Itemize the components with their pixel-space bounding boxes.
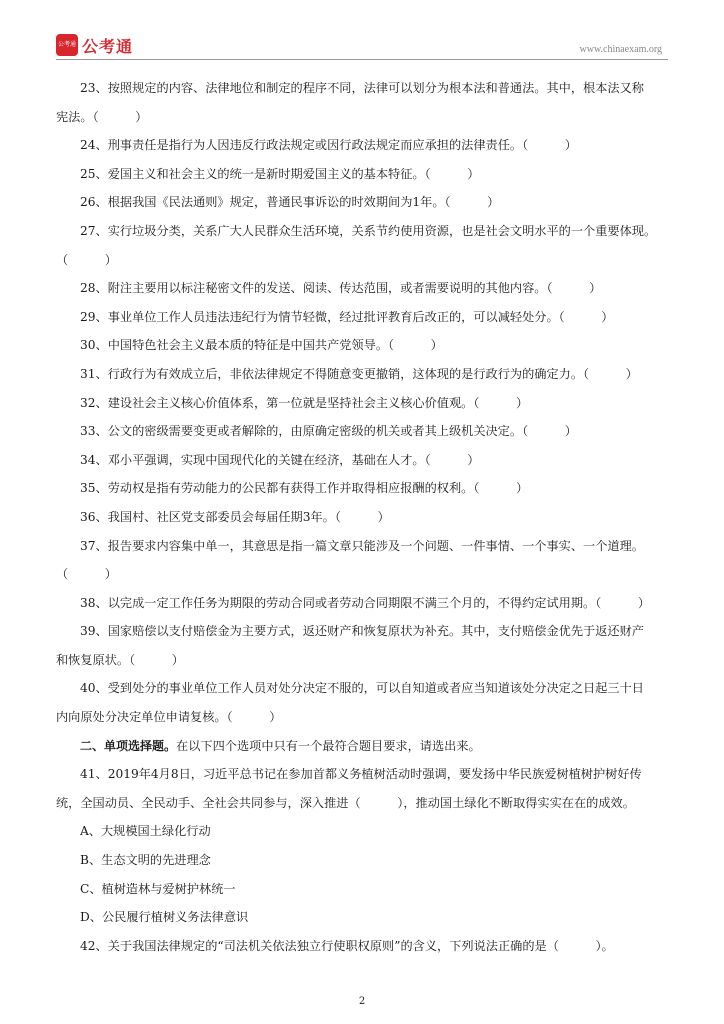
text-line: 42、关于我国法律规定的“司法机关依法独立行使职权原则”的含义，下列说法正确的是（ ）。 bbox=[80, 938, 614, 953]
text-line: 35、劳动权是指有劳动能力的公民都有获得工作并取得相应报酬的权利。（ ） bbox=[80, 481, 529, 496]
text-line: 34、邓小平强调，实现中国现代化的关键在经济，基础在人才。（ ） bbox=[80, 452, 480, 467]
section-title: 二、单项选择题。 bbox=[80, 738, 177, 753]
page-number: 2 bbox=[358, 996, 366, 1007]
text-line: 29、事业单位工作人员违法违纪行为情节轻微，经过批评教育后改正的，可以减轻处分。（ ） bbox=[80, 309, 614, 324]
text-line: 26、根据我国《民法通则》规定，普通民事诉讼的时效期间为1年。（ ） bbox=[80, 195, 500, 210]
text-line: 37、报告要求内容集中单一，其意思是指一篇文章只能涉及一个问题、一件事情、一个事实、一个道理。 bbox=[80, 538, 644, 553]
judgment-questions bbox=[56, 74, 670, 732]
page-header bbox=[56, 30, 668, 60]
header-divider bbox=[56, 59, 668, 60]
text-line: 宪法。（ ） bbox=[56, 109, 148, 124]
text-line: 38、以完成一定工作任务为期限的劳动合同或者劳动合同期限不满三个月的，不得约定试用期。（ ） bbox=[80, 595, 651, 610]
text-line: 40、受到处分的事业单位工作人员对处分决定不服的，可以自知道或者应当知道该处分决定之日起三十日 bbox=[80, 681, 644, 696]
text-line: 32、建设社会主义核心价值体系，第一位就是坚持社会主义核心价值观。（ ） bbox=[80, 395, 529, 410]
text-line: 36、我国村、社区党支部委员会每届任期3年。（ ） bbox=[80, 509, 390, 524]
choice-questions bbox=[56, 760, 670, 960]
text-line: 33、公文的密级需要变更或者解除的，由原确定密级的机关或者其上级机关决定。（ ） bbox=[80, 424, 577, 439]
text-line: 24、刑事责任是指行为人因违反行政法规定或因行政法规定而应承担的法律责任。（ ） bbox=[80, 138, 577, 153]
text-line: 27、实行垃圾分类，关系广大人民群众生活环境，关系节约使用资源，也是社会文明水平的一个重要体现。 bbox=[80, 223, 657, 238]
text-line: B、生态文明的先进理念 bbox=[80, 853, 211, 868]
text-line: 31、行政行为有效成立后，非依法律规定不得随意变更撤销，这体现的是行政行为的确定力。（ ） bbox=[80, 366, 638, 381]
text-line: A、大规模国土绿化行动 bbox=[80, 824, 211, 839]
logo-badge-icon: 公考通 bbox=[56, 34, 78, 56]
text-line: （ ） bbox=[56, 252, 117, 267]
text-line: 内向原处分决定单位申请复核。（ ） bbox=[56, 710, 282, 725]
text-line: C、植树造林与爱树护林统一 bbox=[80, 881, 236, 896]
text-line: （ ） bbox=[56, 567, 117, 582]
section-description: 在以下四个选项中只有一个最符合题目要求，请选出来。 bbox=[176, 738, 481, 753]
text-line: 28、附注主要用以标注秘密文件的发送、阅读、传达范围，或者需要说明的其他内容。（ ） bbox=[80, 281, 602, 296]
text-line: D、公民履行植树义务法律意识 bbox=[80, 910, 249, 925]
text-line: 25、爱国主义和社会主义的统一是新时期爱国主义的基本特征。（ ） bbox=[80, 166, 480, 181]
logo-text: 公考通 bbox=[82, 36, 134, 56]
text-line: 23、按照规定的内容、法律地位和制定的程序不同，法律可以划分为根本法和普通法。其中，根本法又称 bbox=[80, 81, 644, 95]
document-content bbox=[56, 74, 670, 960]
logo bbox=[56, 34, 133, 56]
site-url: www.chinaexam.org bbox=[579, 44, 662, 55]
section-heading bbox=[56, 732, 670, 761]
text-line: 和恢复原状。（ ） bbox=[56, 652, 184, 667]
text-line: 统，全国动员、全民动手、全社会共同参与，深入推进（ ），推动国土绿化不断取得实实在在的成效。 bbox=[56, 795, 635, 810]
text-line: 41、2019年4月8日，习近平总书记在参加首都义务植树活动时强调，要发扬中华民族爱树植树护树好传 bbox=[80, 767, 642, 782]
text-line: 30、中国特色社会主义最本质的特征是中国共产党领导。（ ） bbox=[80, 338, 443, 353]
text-line: 39、国家赔偿以支付赔偿金为主要方式，返还财产和恢复原状为补充。其中，支付赔偿金优先于返还财产 bbox=[80, 624, 644, 639]
